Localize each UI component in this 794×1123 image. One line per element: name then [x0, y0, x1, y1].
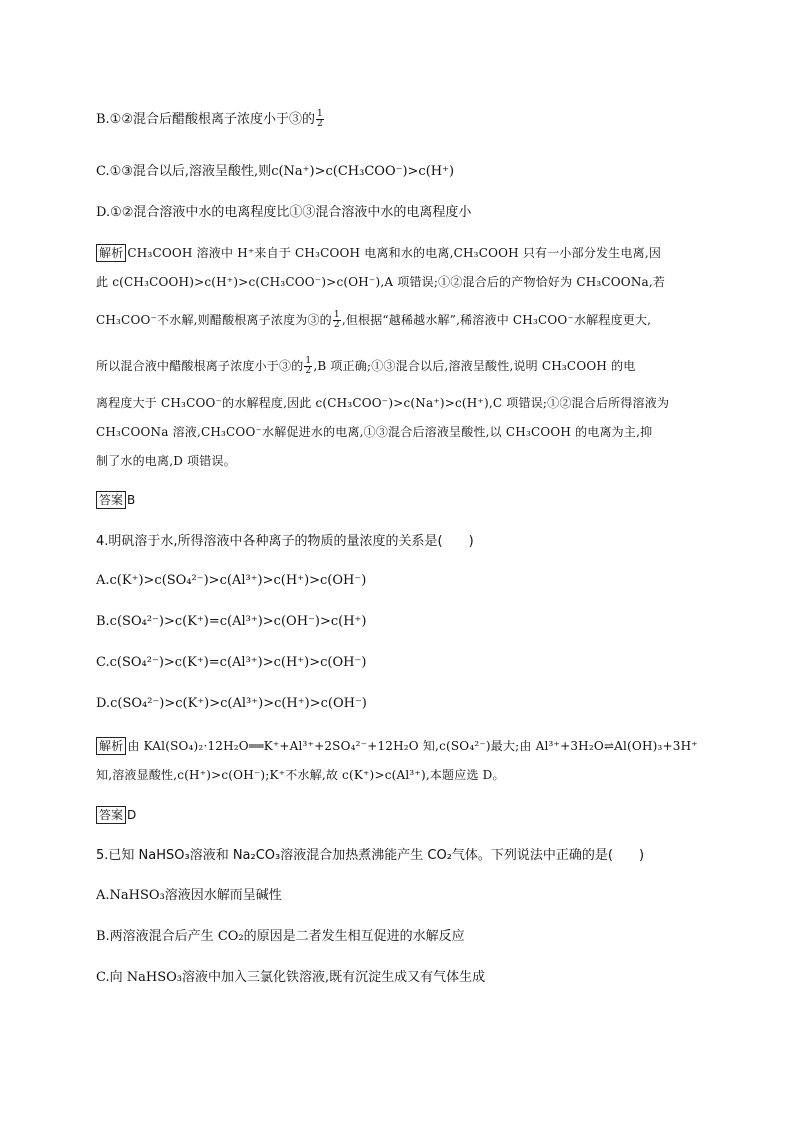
q4-title: 4.明矾溶于水,所得溶液中各种离子的物质的量浓度的关系是( ) — [96, 534, 474, 549]
q3-explanation-line-1: 解析 CH₃COOH 溶液中 H⁺来自于 CH₃COOH 电离和水的电离,CH₃COOH 只有一小部分发生电离,因 — [96, 243, 661, 263]
q4-option-d: D.c(SO₄²⁻)>c(K⁺)>c(Al³⁺)>c(H⁺)>c(OH⁻) — [96, 696, 367, 711]
q3-explanation-line-3: CH₃COO⁻不水解,则醋酸根离子浓度为③的 $\frac{1}{2}$ ,但根据“越稀越水解”,稀溶液中 CH₃COO⁻水解程度更大, — [96, 310, 652, 330]
q5-option-a: A.NaHSO₃溶液因水解而呈碱性 — [96, 888, 282, 903]
q3-option-c: C.①③混合以后,溶液呈酸性,则c(Na⁺)>c(CH₃COO⁻)>c(H⁺) — [96, 164, 455, 179]
fraction-one-half: $\frac{1}{2}$ — [333, 310, 340, 330]
q3-explanation-line-2: 此 c(CH₃COOH)>c(H⁺)>c(CH₃COO⁻)>c(OH⁻),A 项错误;①②混合后的产物恰好为 CH₃COONa,若 — [96, 275, 666, 289]
explanation-tag: 解析 — [96, 244, 126, 262]
q3-explanation-line-4: 所以混合液中醋酸根离子浓度小于③的 $\frac{1}{2}$ ,B 项正确;①③混合以后,溶液呈酸性,说明 CH₃COOH 的电 — [96, 356, 636, 376]
answer-tag: 答案 — [96, 806, 126, 824]
explanation-tag: 解析 — [96, 737, 126, 755]
q3-explanation-line-7: 制了水的电离,D 项错误。 — [96, 454, 236, 468]
q3-explanation-line-5: 离程度大于 CH₃COO⁻的水解程度,因此 c(CH₃COO⁻)>c(Na⁺)>c(H⁺),C 项错误;①②混合后所得溶液为 — [96, 396, 670, 410]
q5-option-c: C.向 NaHSO₃溶液中加入三氯化铁溶液,既有沉淀生成又有气体生成 — [96, 970, 486, 985]
q3-option-d: D.①②混合溶液中水的电离程度比①③混合溶液中水的电离程度小 — [96, 205, 472, 220]
q4-option-c: C.c(SO₄²⁻)>c(K⁺)=c(Al³⁺)>c(H⁺)>c(OH⁻) — [96, 655, 367, 670]
q4-option-a: A.c(K⁺)>c(SO₄²⁻)>c(Al³⁺)>c(H⁺)>c(OH⁻) — [96, 573, 367, 588]
q4-explanation-line-2: 知,溶液显酸性,c(H⁺)>c(OH⁻);K⁺不水解,故 c(K⁺)>c(Al³⁺),本题应选 D。 — [96, 768, 505, 782]
answer-tag: 答案 — [96, 491, 126, 509]
q3-option-b: B.①②混合后醋酸根离子浓度小于③的 $\frac{1}{2}$ — [96, 109, 323, 129]
fraction-one-half: $\frac{1}{2}$ — [305, 356, 312, 376]
q5-option-b: B.两溶液混合后产生 CO₂的原因是二者发生相互促进的水解反应 — [96, 929, 465, 944]
q3-answer: 答案 B — [96, 490, 135, 511]
q5-title: 5.已知 NaHSO₃溶液和 Na₂CO₃溶液混合加热煮沸能产生 CO₂气体。下列说法中正确的是( ) — [96, 848, 645, 863]
q4-option-b: B.c(SO₄²⁻)>c(K⁺)=c(Al³⁺)>c(OH⁻)>c(H⁺) — [96, 614, 367, 629]
fraction-one-half: $\frac{1}{2}$ — [317, 109, 323, 129]
q4-explanation-line-1: 解析 由 KAl(SO₄)₂·12H₂O══K⁺+Al³⁺+2SO₄²⁻+12H₂O 知,c(SO₄²⁻)最大;由 Al³⁺+3H₂O⇌Al(OH)₃+3H⁺ — [96, 736, 698, 756]
q3-explanation-line-6: CH₃COONa 溶液,CH₃COO⁻水解促进水的电离,①③混合后溶液呈酸性,以 CH₃COOH 的电离为主,抑 — [96, 425, 653, 439]
q4-answer: 答案 D — [96, 805, 136, 826]
